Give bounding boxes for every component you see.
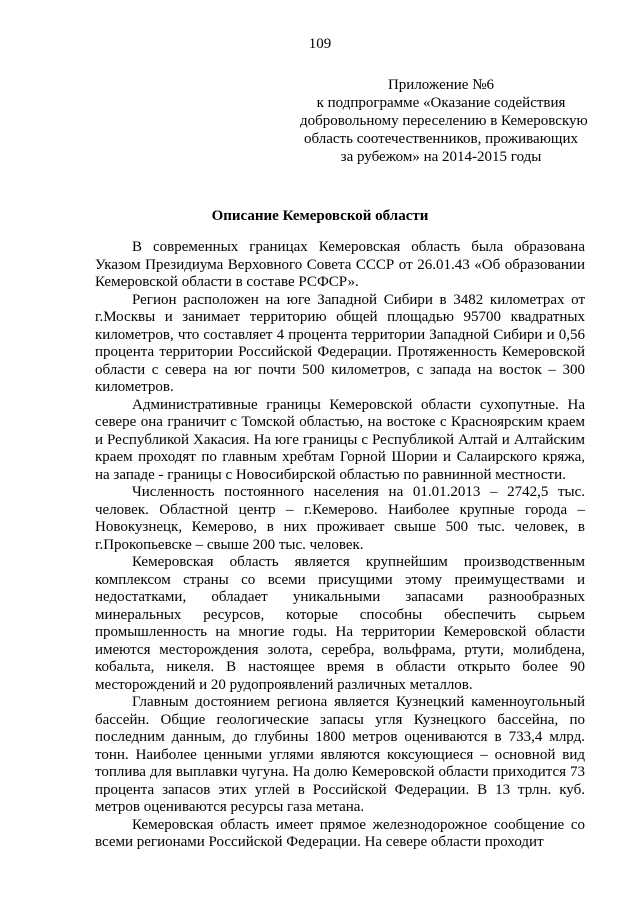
appendix-line: к подпрограмме «Оказание содействия xyxy=(316,95,566,111)
appendix-line: Приложение №6 xyxy=(387,77,495,93)
paragraph-industry: Кемеровская область является крупнейшим производственным комплексом страны со всеми присущими этому преимуществами и недостатками, обладает уникальными запасами разнообразных минеральных ресурсов, которые способны обеспечить сырьем промышленность на многие годы. На территории Кемеровской области имеются месторождения золота, серебра, вольфрама, ртути, молибдена, кобальта, никеля. В настоящее время в области открыто более 90 месторождений и 20 рудопроявлений различных металлов. xyxy=(95,554,585,693)
paragraph-coal-basin: Главным достоянием региона является Кузнецкий каменноугольный бассейн. Общие геологические запасы угля Кузнецкого бассейна, по последним данным, до глубины 1800 метров оцениваются в 733,4 млрд. тонн. Наиболее ценными углями являются коксующиеся – основной вид топлива для выплавки чугуна. На долю Кемеровской области приходится 73 процента запасов этих углей в Российской Федерации. В 13 трлн. куб. метров оцениваются ресурсы газа метана. xyxy=(95,694,585,815)
paragraph-borders: Административные границы Кемеровской области сухопутные. На севере она граничит с Томской областью, на востоке с Красноярским краем и Республикой Хакасия. На юге границы с Республикой Алтай и Алтайским краем проходят по главным хребтам Горной Шории и Салаирского кряжа, на западе - границы с Новосибирской областью по равнинной местности. xyxy=(95,396,585,483)
appendix-header xyxy=(300,76,588,166)
document-body xyxy=(95,239,585,852)
document-title: Описание Кемеровской области xyxy=(211,208,429,224)
appendix-line: добровольному переселению в Кемеровскую xyxy=(300,113,588,129)
paragraph-formation: В современных границах Кемеровская область была образована Указом Президиума Верховного Совета СССР от 26.01.43 «Об образовании Кемеровской области в составе РСФСР». xyxy=(95,239,585,290)
paragraph-population: Численность постоянного населения на 01.01.2013 – 2742,5 тыс. человек. Областной центр – г.Кемерово. Наиболее крупные города – Новокузнецк, Кемерово, в них проживает свыше 500 тыс. человек, в г.Прокопьевске – свыше 200 тыс. человек. xyxy=(95,484,585,553)
appendix-line: за рубежом» на 2014-2015 годы xyxy=(340,149,542,165)
paragraph-location: Регион расположен на юге Западной Сибири в 3482 километрах от г.Москвы и занимает территорию общей площадью 95700 квадратных километров, что составляет 4 процента территории Западной Сибири и 0,56 процента территории Российской Федерации. Протяженность Кемеровской области с севера на юг почти 500 километров, с запада на восток – 300 километров. xyxy=(95,291,585,395)
paragraph-railway: Кемеровская область имеет прямое железнодорожное сообщение со всеми регионами Российской Федерации. На севере области проходит xyxy=(95,816,585,850)
page-number: 109 xyxy=(308,36,332,52)
appendix-line: область соотечественников, проживающих xyxy=(303,131,578,147)
